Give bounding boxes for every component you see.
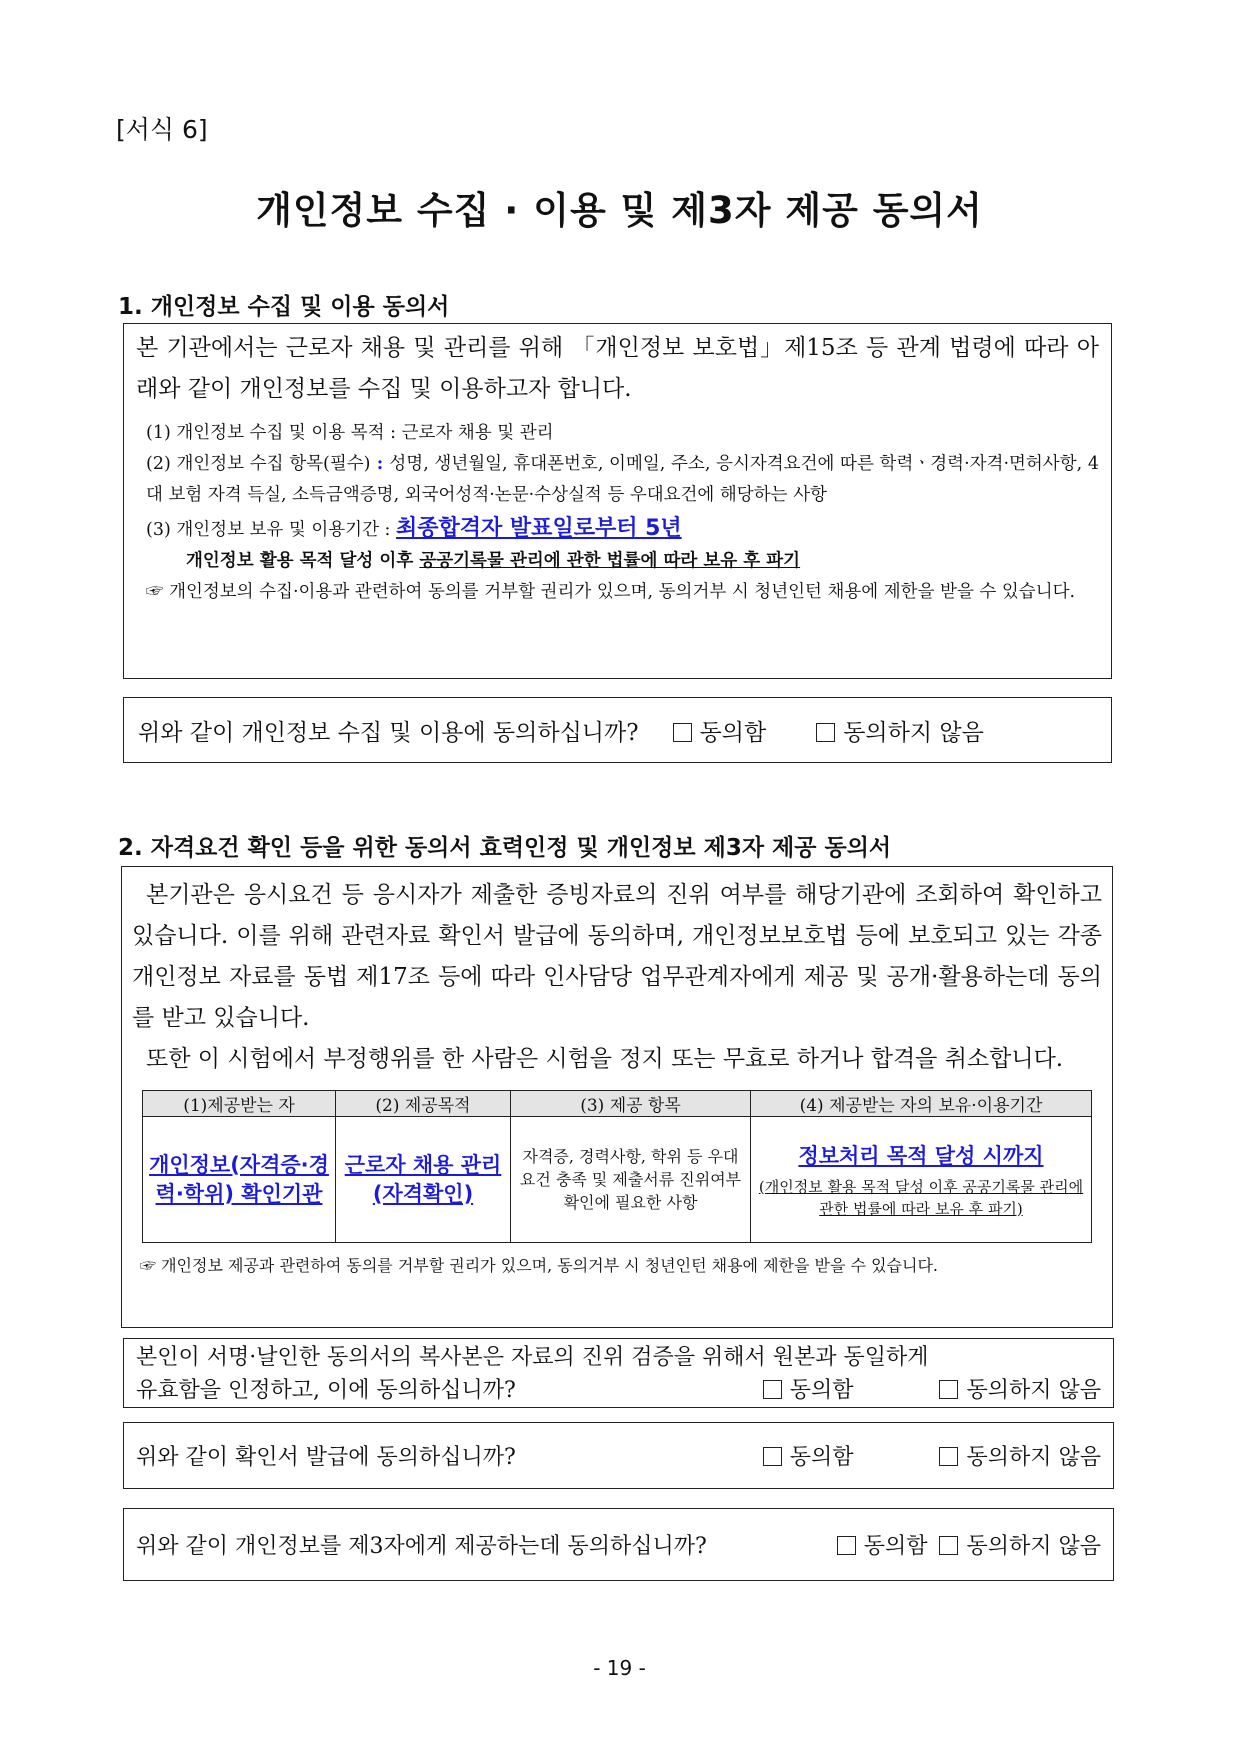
col-period: (4) 제공받는 자의 보유·이용기간 — [751, 1091, 1092, 1117]
item2-text: 성명, 생년월일, 휴대폰번호, 이메일, 주소, 응시자격요건에 따른 학력ㆍ경력·자격·면허사항, 4대 보험 자격 득실, 소득금액증명, 외국어성적·논문·수상실적 등 우대요건에 해당하는 사항 — [146, 454, 1099, 505]
item2-colon: : — [370, 454, 390, 474]
col-purpose: (2) 제공목적 — [336, 1091, 511, 1117]
agree-option[interactable] — [763, 1440, 854, 1471]
checkbox[interactable] — [763, 1447, 782, 1466]
disagree-label: 동의하지 않음 — [966, 1378, 1101, 1403]
checkbox[interactable] — [837, 1536, 856, 1555]
consent-question: 위와 같이 개인정보 수집 및 이용에 동의하십니까? — [138, 719, 639, 746]
checkbox[interactable] — [939, 1447, 958, 1466]
checkbox[interactable] — [939, 1536, 958, 1555]
period-cell — [751, 1117, 1092, 1243]
agree-label: 동의함 — [699, 719, 767, 746]
section1-intro: 본 기관에서는 근로자 채용 및 관리를 위해 「개인정보 보호법」제15조 등 관계 법령에 따라 아래와 같이 개인정보를 수집 및 이용하고자 합니다. — [136, 335, 1099, 402]
section2-notice: ☞ 개인정보 제공과 관련하여 동의를 거부할 권리가 있으며, 동의거부 시 청년인턴 채용에 제한을 받을 수 있습니다. — [140, 1256, 938, 1275]
item3-note-pre: 개인정보 활용 목적 달성 이후 — [186, 551, 420, 571]
section2-para2: 또한 이 시험에서 부정행위를 한 사람은 시험을 정지 또는 무효로 하거나 합격을 취소합니다. — [146, 1046, 1064, 1072]
consent2-question: 위와 같이 확인서 발급에 동의하십니까? — [136, 1445, 516, 1470]
consent1-line2: 유효함을 인정하고, 이에 동의하십니까? — [136, 1378, 516, 1403]
section1-consent — [123, 697, 1112, 763]
purpose-cell: 근로자 채용 관리 (자격확인) — [336, 1117, 511, 1243]
section2-heading: 2. 자격요건 확인 등을 위한 동의서 효력인정 및 개인정보 제3자 제공 동의서 — [118, 835, 892, 861]
agree-label: 동의함 — [863, 1534, 928, 1559]
disagree-option[interactable] — [816, 714, 984, 747]
provision-table — [142, 1090, 1092, 1243]
section1-box — [123, 323, 1112, 679]
consent3-question: 위와 같이 개인정보를 제3자에게 제공하는데 동의하십니까? — [136, 1534, 707, 1559]
disagree-label: 동의하지 않음 — [966, 1445, 1101, 1470]
form-number: [서식 6] — [116, 115, 208, 144]
agree-label: 동의함 — [789, 1378, 854, 1403]
section2-consent1 — [123, 1338, 1114, 1408]
col-items: (3) 제공 항목 — [511, 1091, 751, 1117]
section2-box — [121, 866, 1113, 1328]
section1-heading: 1. 개인정보 수집 및 이용 동의서 — [118, 294, 450, 320]
page-title: 개인정보 수집 · 이용 및 제3자 제공 동의서 — [256, 189, 983, 232]
agree-option[interactable] — [673, 714, 767, 747]
col-recipient: (1)제공받는 자 — [143, 1091, 336, 1117]
section2-consent3 — [123, 1508, 1114, 1581]
checkbox[interactable] — [816, 723, 835, 742]
section1-item2 — [136, 449, 1099, 511]
item3-label: (3) 개인정보 보유 및 이용기간 : — [146, 520, 397, 540]
checkbox[interactable] — [673, 723, 692, 742]
period-note: (개인정보 활용 목적 달성 이후 공공기록물 관리에 관한 법률에 따라 보유 후 파기) — [758, 1177, 1084, 1218]
section2-para1: 본기관은 응시요건 등 응시자가 제출한 증빙자료의 진위 여부를 해당기관에 조회하여 확인하고 있습니다. 이를 위해 관련자료 확인서 발급에 동의하며, 개인정보보호법 등에 보호되고 있는 각종 개인정보 자료를 동법 제17조 등에 따라 인사담당 업무관계자에게 제공 및 공개·활용하는데 동의를 받고 있습니다. — [132, 882, 1102, 1031]
agree-option[interactable] — [837, 1529, 928, 1560]
item3-note-underlined: 공공기록물 관리에 관한 법률에 따라 보유 후 파기 — [419, 551, 801, 571]
agree-label: 동의함 — [789, 1445, 854, 1470]
page-number: - 19 - — [593, 1656, 646, 1680]
section1-item3-note — [136, 546, 1099, 577]
disagree-label: 동의하지 않음 — [843, 719, 984, 746]
checkbox[interactable] — [763, 1380, 782, 1399]
items-cell: 자격증, 경력사항, 학위 등 우대요건 충족 및 제출서류 진위여부 확인에 필요한 사항 — [511, 1117, 751, 1243]
item3-value: 최종합격자 발표일로부터 5년 — [396, 516, 682, 541]
disagree-option[interactable] — [939, 1529, 1101, 1560]
consent1-line1: 본인이 서명·날인한 동의서의 복사본은 자료의 진위 검증을 위해서 원본과 동일하게 — [136, 1345, 929, 1370]
agree-option[interactable] — [763, 1374, 854, 1407]
recipient-cell: 개인정보(자격증·경력·학위) 확인기관 — [143, 1117, 336, 1243]
section1-notice: ☞ 개인정보의 수집·이용과 관련하여 동의를 거부할 권리가 있으며, 동의거부 시 청년인턴 채용에 제한을 받을 수 있습니다. — [146, 582, 1076, 602]
item2-label: (2) 개인정보 수집 항목(필수) — [146, 454, 371, 474]
section1-item1: (1) 개인정보 수집 및 이용 목적 : 근로자 채용 및 관리 — [146, 423, 554, 443]
disagree-option[interactable] — [939, 1440, 1101, 1471]
disagree-option[interactable] — [939, 1374, 1101, 1407]
disagree-label: 동의하지 않음 — [966, 1534, 1101, 1559]
section2-consent2 — [123, 1422, 1114, 1489]
consent1-line2-row — [136, 1374, 1101, 1407]
checkbox[interactable] — [939, 1380, 958, 1399]
section1-item3 — [136, 513, 1099, 546]
period-value: 정보처리 목적 달성 시까지 — [798, 1143, 1044, 1168]
